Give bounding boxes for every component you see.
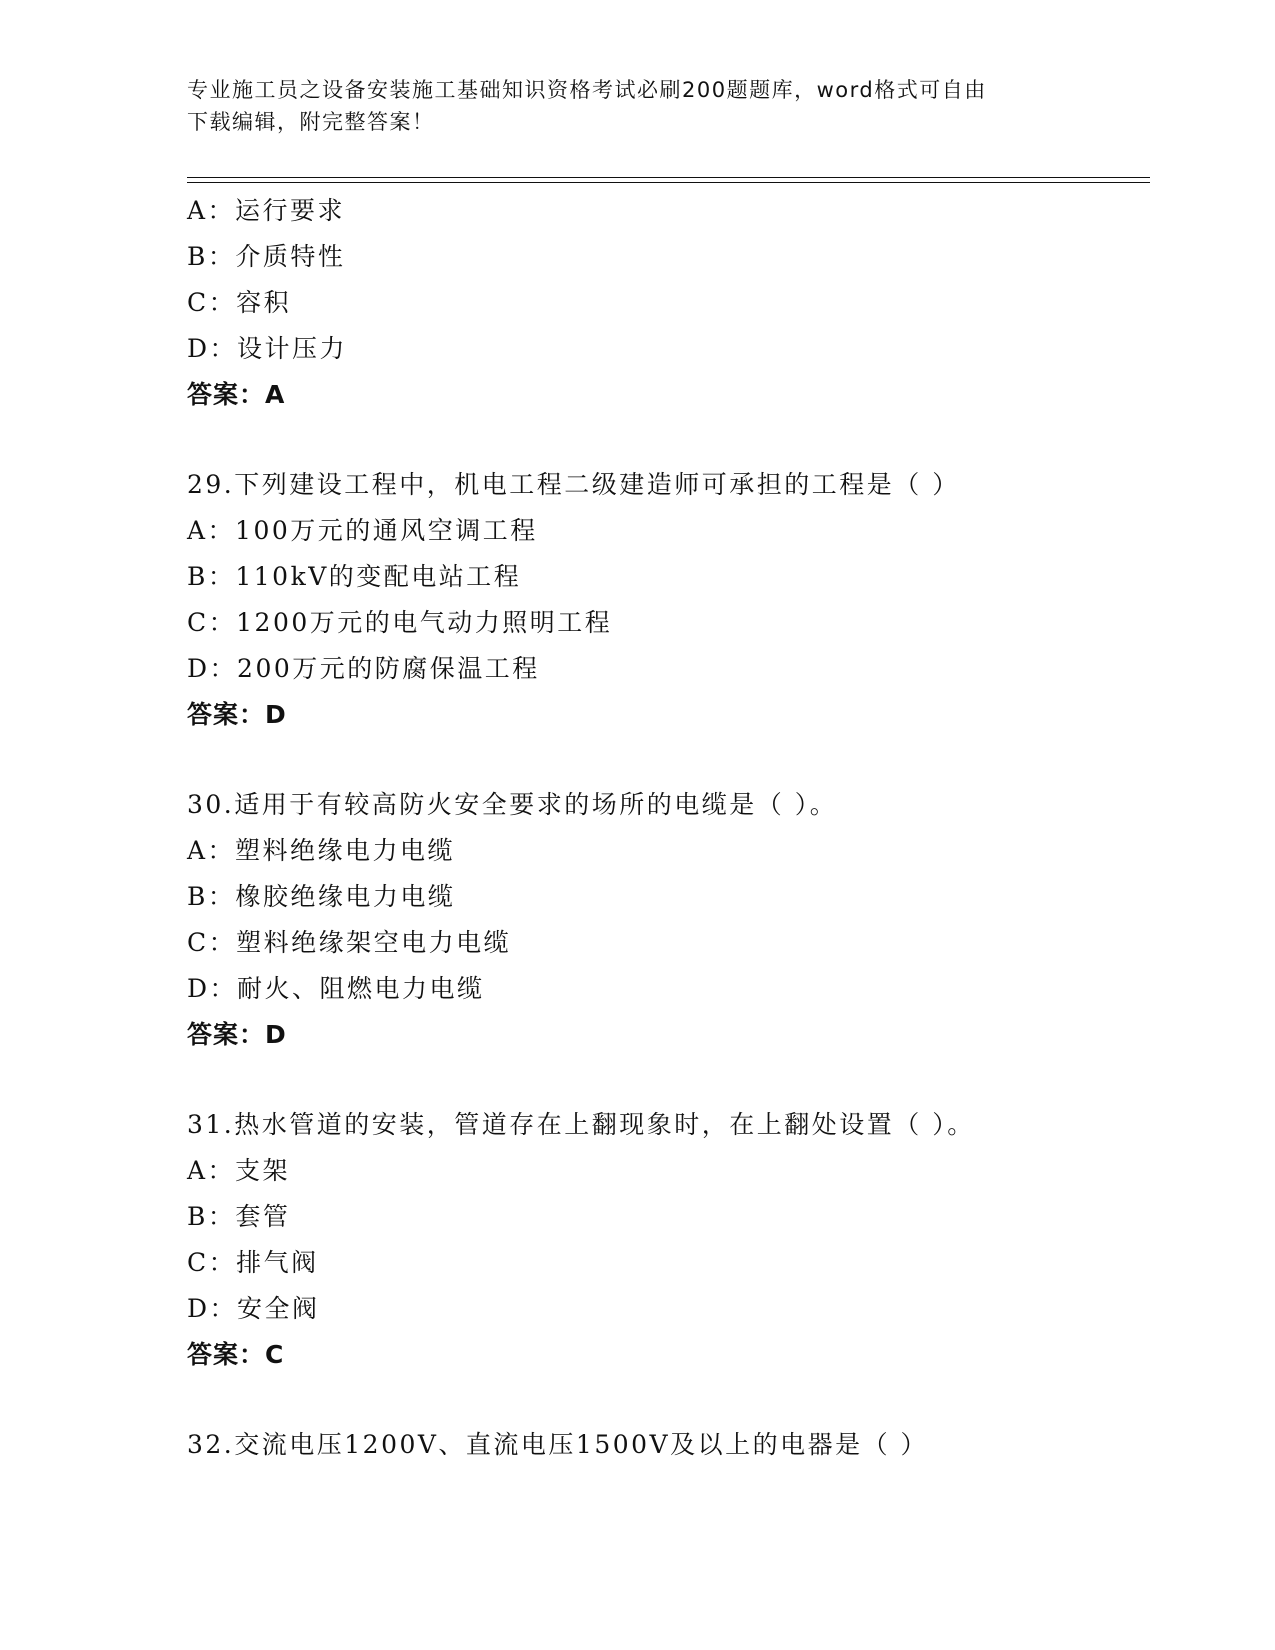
header-divider-bottom [187,182,1150,183]
question-32 [187,1422,1150,1468]
option-d: D：耐火、阻燃电力电缆 [187,974,485,1003]
answer-line: 答案：D [187,700,287,729]
option-a: A：塑料绝缘电力电缆 [187,836,456,865]
option-c: C：容积 [187,288,292,317]
document-header [187,74,1067,138]
question-stem: 31.热水管道的安装，管道存在上翻现象时，在上翻处设置（ ）。 [187,1110,975,1139]
option-a: A：支架 [187,1156,291,1185]
option-b: B：套管 [187,1202,291,1231]
header-divider-top [187,177,1150,178]
answer-line: 答案：A [187,380,286,409]
answer-line: 答案：D [187,1020,287,1049]
question-stem: 29.下列建设工程中，机电工程二级建造师可承担的工程是（ ） [187,470,960,499]
option-a: A：100万元的通风空调工程 [187,516,538,545]
question-30 [187,782,1150,1058]
question-stem: 32.交流电压1200V、直流电压1500V及以上的电器是（ ） [187,1430,929,1459]
option-c: C：排气阀 [187,1248,319,1277]
question-31 [187,1102,1150,1378]
option-b: B：橡胶绝缘电力电缆 [187,882,456,911]
option-d: D：设计压力 [187,334,348,363]
option-d: D：200万元的防腐保温工程 [187,654,540,683]
header-line-1: 专业施工员之设备安装施工基础知识资格考试必刷200题题库，word格式可自由 [187,78,987,102]
question-29 [187,462,1150,738]
option-c: C：1200万元的电气动力照明工程 [187,608,613,637]
question-28-continued [187,188,1150,418]
question-stem: 30.适用于有较高防火安全要求的场所的电缆是（ ）。 [187,790,838,819]
option-d: D：安全阀 [187,1294,320,1323]
option-a: A：运行要求 [187,196,346,225]
option-b: B：介质特性 [187,242,346,271]
question-list [187,188,1150,1468]
header-line-2: 下载编辑，附完整答案！ [187,110,435,134]
option-c: C：塑料绝缘架空电力电缆 [187,928,512,957]
answer-line: 答案：C [187,1340,285,1369]
option-b: B：110kV的变配电站工程 [187,562,522,591]
